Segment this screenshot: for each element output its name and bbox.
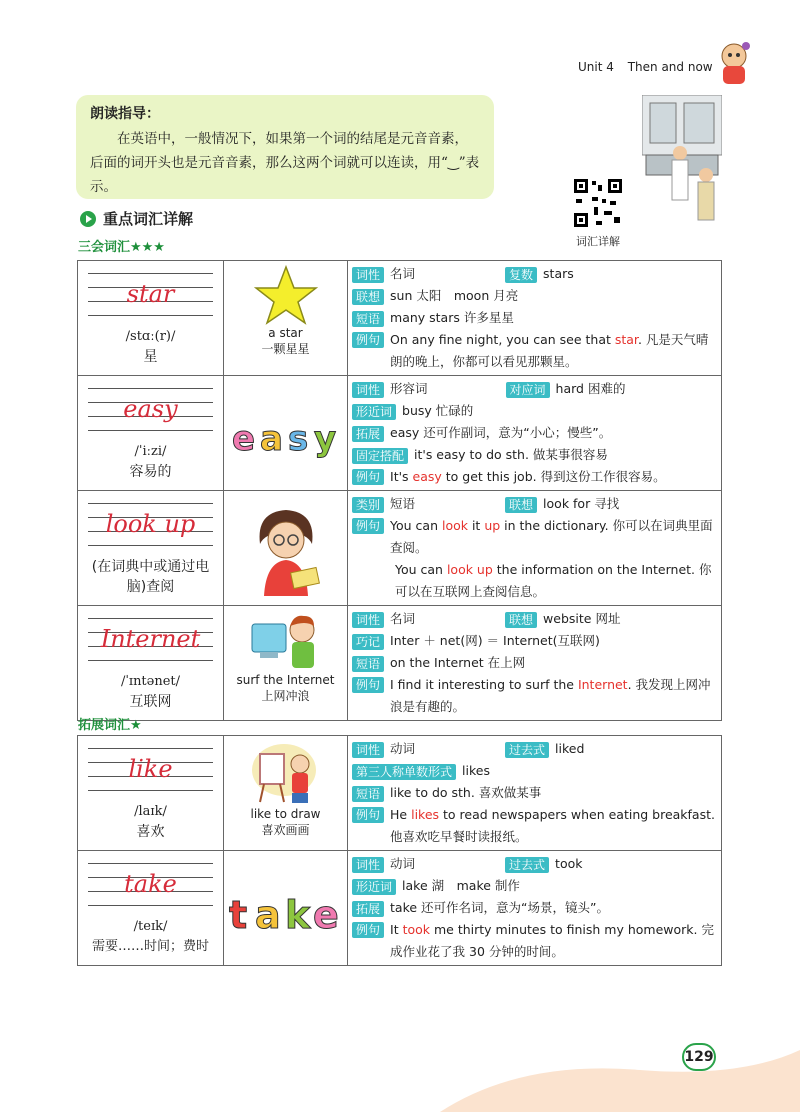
tag-pos: 词性 (352, 857, 384, 873)
tag-example: 例句 (352, 807, 384, 823)
svg-text:k: k (284, 893, 310, 937)
take-letters-icon (227, 882, 345, 938)
past-value: took (555, 856, 583, 871)
phonetic: /stɑː(r)/ (125, 329, 176, 344)
boy-computer-icon (250, 610, 322, 672)
assoc-value: look for 寻找 (543, 496, 620, 511)
tag-assoc: 联想 (505, 612, 537, 628)
tag-opposite: 对应词 (506, 382, 550, 398)
similar-value: lake 湖 make 制作 (402, 878, 520, 893)
meaning: 喜欢 (136, 824, 165, 840)
easy-letters-icon (228, 410, 344, 460)
handwriting-lines (86, 614, 215, 668)
example-sentence-2: You can look up the information on the Internet. 你可以在互联网上查阅信息。 (395, 562, 712, 599)
tag-example: 例句 (352, 677, 384, 693)
meaning: (在词典中或通过电脑)查阅 (91, 559, 210, 595)
phrase-value: on the Internet 在上网 (390, 655, 526, 670)
meaning: 星 (143, 349, 158, 365)
tag-extend: 拓展 (352, 426, 384, 442)
tag-third-person: 第三人称单数形式 (352, 764, 456, 780)
page-header (578, 60, 713, 74)
vocab-word: like (128, 755, 173, 783)
vocab-word: take (124, 870, 177, 898)
tag-example: 例句 (352, 332, 384, 348)
group2-title: 拓展词汇★ (78, 718, 142, 733)
play-icon (80, 211, 96, 227)
past-value: liked (555, 741, 585, 756)
picture-caption: like to draw (250, 807, 321, 821)
handwriting-lines (86, 384, 215, 438)
meaning: 互联网 (129, 694, 172, 710)
phonetic: /laɪk/ (134, 804, 167, 819)
phrase-value: like to do sth. 喜欢做某事 (390, 785, 542, 800)
tag-fixed: 固定搭配 (352, 448, 408, 464)
handwriting-lines (86, 859, 215, 913)
svg-text:e: e (231, 419, 255, 459)
tag-phrase: 短语 (352, 786, 384, 802)
svg-text:y: y (313, 419, 336, 459)
example-sentence: He likes to read newspapers when eating breakfast. 他喜欢吃早餐时读报纸。 (390, 807, 715, 844)
unit-title: Then and now (627, 60, 713, 74)
extended-vocab-table (77, 735, 722, 966)
section-title-text: 重点词汇详解 (103, 210, 194, 228)
pos-value: 动词 (390, 856, 416, 871)
phonetic: /ˈiːzi/ (134, 444, 167, 459)
extend-value: easy 还可作副词，意为“小心；慢些”。 (390, 425, 612, 440)
vocab-word: look up (105, 510, 196, 538)
tag-similar: 形近词 (352, 404, 396, 420)
girl-reading-icon (246, 504, 326, 596)
tag-plural: 复数 (505, 267, 537, 283)
pos-value: 动词 (390, 741, 416, 756)
vocab-row-look-up (78, 491, 722, 606)
tag-past: 过去式 (505, 857, 549, 873)
extend-value: take 还可作名词，意为“场景，镜头”。 (390, 900, 609, 915)
svg-text:a: a (259, 419, 283, 459)
section-title (80, 208, 193, 229)
picture-caption-cn: 上网冲浪 (261, 689, 310, 703)
meaning: 需要……时间；费时 (91, 939, 209, 954)
qr-code-icon[interactable] (572, 177, 624, 229)
vocab-row-star (78, 261, 722, 376)
pos-value: 名词 (390, 611, 416, 626)
memory-value: Inter ＋ net(网) ＝ Internet(互联网) (390, 633, 600, 648)
tag-pos: 词性 (352, 267, 384, 283)
qr-label: 词汇详解 (576, 235, 620, 248)
phonetic: /ˈɪntənet/ (120, 674, 181, 689)
pos-value: 名词 (390, 266, 416, 281)
mascot-icon (715, 40, 753, 88)
star-icon (254, 265, 318, 325)
phrase-value: many stars 许多星星 (390, 310, 514, 325)
tag-phrase: 短语 (352, 656, 384, 672)
vocab-word: Internet (100, 625, 201, 653)
guide-title: 朗读指导： (90, 106, 160, 122)
tag-example: 例句 (352, 518, 384, 534)
people-at-counter-illustration (642, 95, 722, 225)
similar-value: busy 忙碌的 (402, 403, 474, 418)
example-sentence: On any fine night, you can see that star. 凡是天气晴朗的晚上，你都可以看见那颗星。 (390, 332, 709, 369)
vocab-row-internet (78, 606, 722, 721)
meaning: 容易的 (129, 464, 172, 480)
tag-past: 过去式 (505, 742, 549, 758)
tag-pos: 词性 (352, 742, 384, 758)
tag-example: 例句 (352, 469, 384, 485)
example-sentence: I find it interesting to surf the Internet. 我发现上网冲浪是有趣的。 (390, 677, 711, 714)
tag-assoc: 联想 (352, 289, 384, 305)
boy-drawing-icon (250, 740, 322, 806)
svg-text:e: e (312, 893, 339, 937)
example-sentence: It took me thirty minutes to finish my homework. 完成作业花了我 30 分钟的时间。 (390, 922, 714, 959)
phonetic: /teɪk/ (133, 919, 168, 934)
vocab-row-like (78, 736, 722, 851)
assoc-value: website 网址 (543, 611, 621, 626)
tag-memory: 巧记 (352, 634, 384, 650)
svg-text:t: t (228, 893, 247, 937)
tag-example: 例句 (352, 922, 384, 938)
handwriting-lines (86, 744, 215, 798)
group1-title: 三会词汇★★★ (78, 240, 165, 255)
assoc-value: sun 太阳 moon 月亮 (390, 288, 519, 303)
guide-text: 在英语中，一般情况下，如果第一个词的结尾是元音音素，后面的词开头也是元音音素，那么这两个词就可以连读，用“‿”表示。 (90, 131, 480, 195)
core-vocab-table (77, 260, 722, 721)
handwriting-lines (86, 499, 215, 553)
picture-caption: a star (268, 326, 303, 340)
tag-extend: 拓展 (352, 901, 384, 917)
fixed-value: it's easy to do sth. 做某事很容易 (414, 447, 608, 462)
vocab-word: star (126, 280, 175, 308)
tag-pos: 词性 (352, 382, 384, 398)
picture-caption-cn: 一颗星星 (261, 342, 310, 356)
tag-similar: 形近词 (352, 879, 396, 895)
vocab-row-take (78, 851, 722, 966)
picture-caption: surf the Internet (236, 673, 335, 687)
unit-label: Unit 4 (578, 60, 614, 74)
third-person-value: likes (462, 763, 490, 778)
vocab-word: easy (123, 395, 178, 423)
pos-value: 形容词 (390, 381, 428, 396)
tag-category: 类别 (352, 497, 384, 513)
example-sentence: It's easy to get this job. 得到这份工作很容易。 (390, 469, 666, 484)
vocab-row-easy (78, 376, 722, 491)
tag-phrase: 短语 (352, 311, 384, 327)
svg-text:a: a (254, 893, 281, 937)
tag-assoc: 联想 (505, 497, 537, 513)
footer-wave-decoration (440, 1040, 800, 1112)
example-sentence: You can look it up in the dictionary. 你可以在词典里面查阅。 (390, 518, 713, 555)
opposite-value: hard 困难的 (555, 381, 626, 396)
svg-text:s: s (287, 419, 308, 459)
plural-value: stars (543, 266, 574, 281)
page-number: 129 (682, 1043, 716, 1071)
reading-guide (76, 95, 494, 199)
picture-caption-cn: 喜欢画画 (261, 823, 310, 837)
category-value: 短语 (390, 496, 416, 511)
tag-pos: 词性 (352, 612, 384, 628)
handwriting-lines (86, 269, 215, 323)
